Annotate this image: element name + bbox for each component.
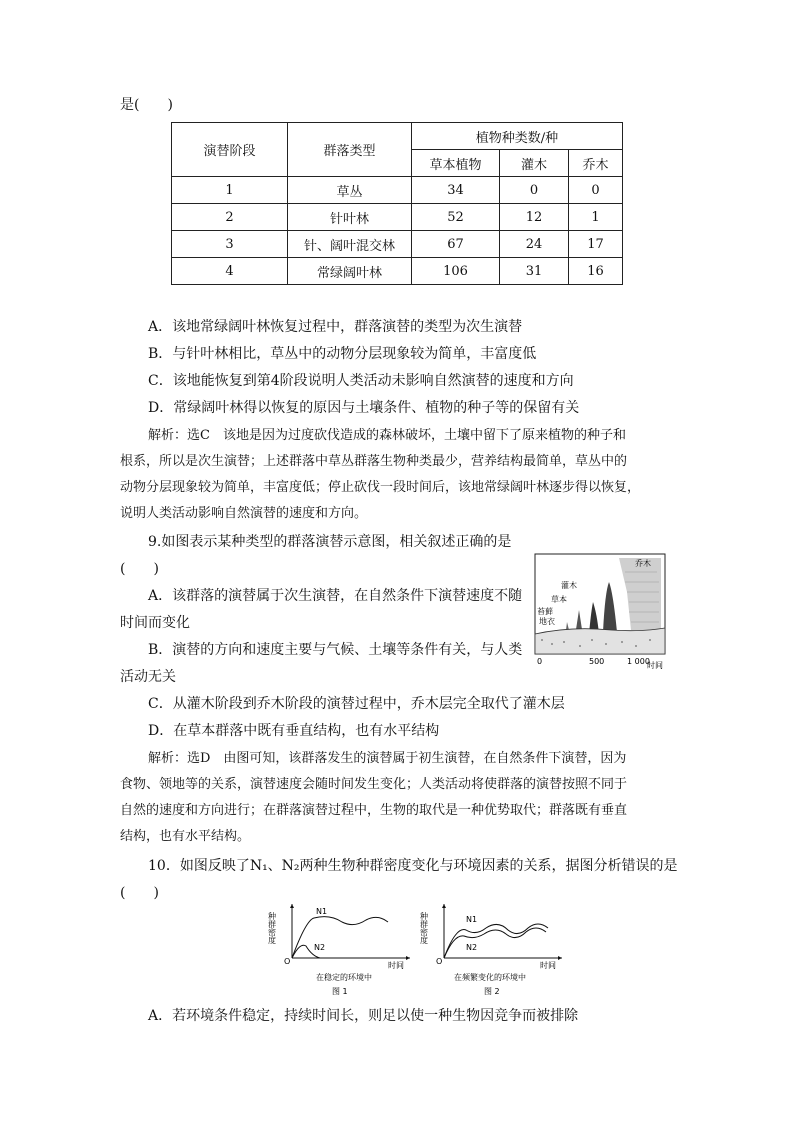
shrub-shape	[603, 582, 617, 632]
table-row	[172, 204, 623, 231]
q8-answer-line: 动物分层现象较为简单，丰富度低；停止砍伐一段时间后，该地常绿阔叶林逐步得以恢复，	[120, 480, 641, 495]
tree-zone	[619, 558, 661, 630]
x-label: 时间	[540, 961, 556, 970]
figure-1	[267, 900, 420, 1000]
caption: 在稳定的环境中	[316, 973, 372, 982]
cell-tree: 17	[569, 231, 623, 258]
cell-shrub: 12	[500, 204, 569, 231]
n1-curve	[292, 917, 388, 958]
figure-2	[419, 900, 572, 1000]
figure-title: 图 2	[484, 987, 500, 996]
q8-option-a: A．该地常绿阔叶林恢复过程中，群落演替的类型为次生演替	[148, 319, 523, 335]
n1-label: N1	[316, 907, 328, 916]
tick-0: 0	[537, 657, 543, 666]
q8-option-c: C．该地能恢复到第4阶段说明人类活动未影响自然演替的速度和方向	[148, 373, 574, 389]
x-label: 时间	[388, 961, 404, 970]
figure-title: 图 1	[332, 987, 348, 996]
axis-arrows	[290, 904, 410, 960]
q9-option-a: A．该群落的演替属于次生演替，在自然条件下演替速度不随	[148, 588, 523, 604]
x-label: 时间	[647, 661, 663, 670]
y-label: 种群密度	[419, 912, 429, 944]
n2-curve	[444, 928, 546, 958]
header-herb: 草本植物	[412, 150, 500, 177]
y-label: 种群密度	[267, 912, 277, 944]
header-tree: 乔木	[569, 150, 623, 177]
cell-type: 草丛	[288, 177, 412, 204]
label-moss: 苔藓	[537, 607, 553, 616]
cell-type: 针叶林	[288, 204, 412, 231]
cell-stage: 2	[172, 204, 288, 231]
question-continuation: 是( )	[120, 97, 173, 113]
cell-shrub: 31	[500, 258, 569, 285]
q10-option-a: A．若环境条件稳定，持续时间长，则足以使一种生物因竞争而被排除	[148, 1008, 579, 1024]
n1-label: N1	[466, 915, 478, 924]
cell-shrub: 0	[500, 177, 569, 204]
label-herb: 草本	[551, 595, 567, 604]
origin: O	[436, 957, 443, 966]
header-stage: 演替阶段	[172, 123, 288, 177]
cell-type: 常绿阔叶林	[288, 258, 412, 285]
cell-shrub: 24	[500, 231, 569, 258]
cell-stage: 1	[172, 177, 288, 204]
q8-answer-line: 根系，所以是次生演替；上述群落中草丛群落生物种类最少，营养结构最简单，草丛中的	[120, 454, 628, 469]
label-lichen: 地衣	[539, 617, 555, 626]
succession-figure	[531, 552, 671, 670]
label-shrub: 灌木	[561, 581, 577, 590]
q9-option-c: C．从灌木阶段到乔木阶段的演替过程中，乔木层完全取代了灌木层	[148, 696, 565, 712]
cell-tree: 0	[569, 177, 623, 204]
q9-option-a-cont: 时间而变化	[120, 615, 190, 631]
cell-tree: 1	[569, 204, 623, 231]
n2-label: N2	[466, 943, 478, 952]
q9-answer-line: 解析：选D 由图可知，该群落发生的演替属于初生演替，在自然条件下演替，因为	[148, 751, 627, 766]
n2-label: N2	[314, 943, 326, 952]
q8-option-d: D．常绿阔叶林得以恢复的原因与土壤条件、植物的种子等的保留有关	[148, 400, 580, 416]
q9-option-b-cont: 活动无关	[120, 669, 176, 685]
q10-paren: ( )	[120, 885, 159, 901]
header-type: 群落类型	[288, 123, 412, 177]
n1-curve	[444, 924, 548, 958]
q9-paren: ( )	[120, 561, 159, 577]
cell-herb: 67	[412, 231, 500, 258]
cell-stage: 4	[172, 258, 288, 285]
cell-stage: 3	[172, 231, 288, 258]
q9-answer-line: 自然的速度和方向进行；在群落演替过程中，生物的取代是一种优势取代；群落既有垂直	[120, 803, 628, 818]
origin: O	[284, 957, 291, 966]
tick-500: 500	[589, 657, 605, 666]
q9-option-b: B．演替的方向和速度主要与气候、土壤等条件有关，与人类	[148, 642, 523, 658]
q9-option-d: D．在草本群落中既有垂直结构，也有水平结构	[148, 723, 440, 739]
label-tree: 乔木	[635, 559, 651, 568]
q9-answer-line: 结构，也有水平结构。	[120, 829, 251, 844]
cell-herb: 52	[412, 204, 500, 231]
cell-type: 针、阔叶混交林	[288, 231, 412, 258]
header-species: 植物种类数/种	[412, 123, 623, 150]
tick-1000: 1 000	[627, 657, 650, 666]
header-shrub: 灌木	[500, 150, 569, 177]
q9-stem: 9.如图表示某种类型的群落演替示意图，相关叙述正确的是	[148, 534, 512, 550]
ground	[535, 628, 665, 654]
table-row	[172, 231, 623, 258]
q8-answer-line: 解析：选C 该地是因为过度砍伐造成的森林破坏，土壤中留下了原来植物的种子和	[148, 428, 626, 443]
table-row	[172, 177, 623, 204]
succession-table	[171, 122, 623, 285]
cell-herb: 34	[412, 177, 500, 204]
table-row	[172, 258, 623, 285]
cell-herb: 106	[412, 258, 500, 285]
cell-tree: 16	[569, 258, 623, 285]
q10-stem: 10．如图反映了N₁、N₂两种生物种群密度变化与环境因素的关系，据图分析错误的是	[148, 858, 678, 874]
q8-answer-line: 说明人类活动影响自然演替的速度和方向。	[120, 506, 368, 521]
q8-option-b: B．与针叶林相比，草丛中的动物分层现象较为简单，丰富度低	[148, 346, 537, 362]
caption: 在频繁变化的环境中	[454, 973, 526, 982]
q9-answer-line: 食物、领地等的关系，演替速度会随时间发生变化；人类活动将使群落的演替按照不同于	[120, 777, 628, 792]
